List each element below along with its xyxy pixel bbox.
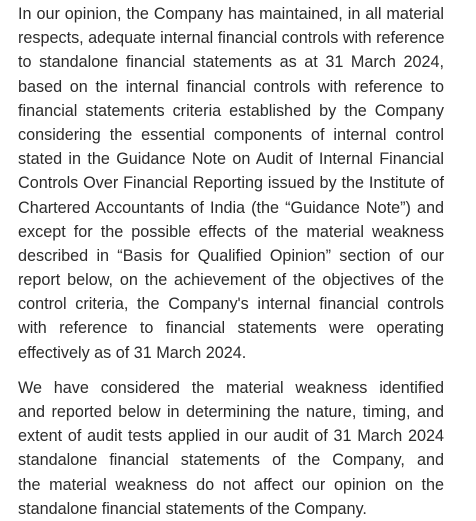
text-line: In our opinion, the Company has maintained, in all material: [18, 5, 444, 23]
text-line: control criteria, the Company's internal financial controls: [18, 295, 444, 314]
text-line: We have considered the material weakness identified: [18, 378, 444, 397]
text-line: financial statements criteria established by the Company: [18, 101, 444, 120]
text-line: standalone financial statements of the Company.: [18, 499, 367, 518]
text-line: except for the possible effects of the material weakness: [18, 222, 444, 241]
text-line: extent of audit tests applied in our audit of 31 March 2024: [18, 427, 444, 446]
text-line: the material weakness do not affect our opinion on the: [18, 475, 444, 494]
text-line: with reference to financial statements were operating: [18, 319, 444, 338]
text-line: and reported below in determining the nature, timing, and: [18, 403, 444, 421]
text-line: to standalone financial statements as at 31 March 2024,: [18, 53, 444, 72]
text-line: described in “Basis for Qualified Opinion” section of our: [18, 246, 444, 265]
text-line: report below, on the achievement of the objectives of the: [18, 271, 444, 290]
text-line: stated in the Guidance Note on Audit of Internal Financial: [18, 150, 444, 169]
opinion-paragraph: [18, 2, 444, 365]
text-line: respects, adequate internal financial controls with reference: [18, 29, 445, 48]
text-line: Controls Over Financial Reporting issued by the Institute of: [18, 174, 444, 193]
text-line: effectively as of 31 March 2024.: [18, 343, 247, 362]
paragraph-spacer: [18, 365, 444, 376]
text-line: based on the internal financial controls with reference to: [18, 77, 444, 96]
text-line: considering the essential components of internal control: [18, 125, 444, 144]
text-line: standalone financial statements of the Company, and: [18, 451, 444, 470]
text-line: Chartered Accountants of India (the “Guidance Note”) and: [18, 198, 444, 217]
document-body: [18, 2, 444, 521]
material-weakness-paragraph: [18, 376, 444, 521]
